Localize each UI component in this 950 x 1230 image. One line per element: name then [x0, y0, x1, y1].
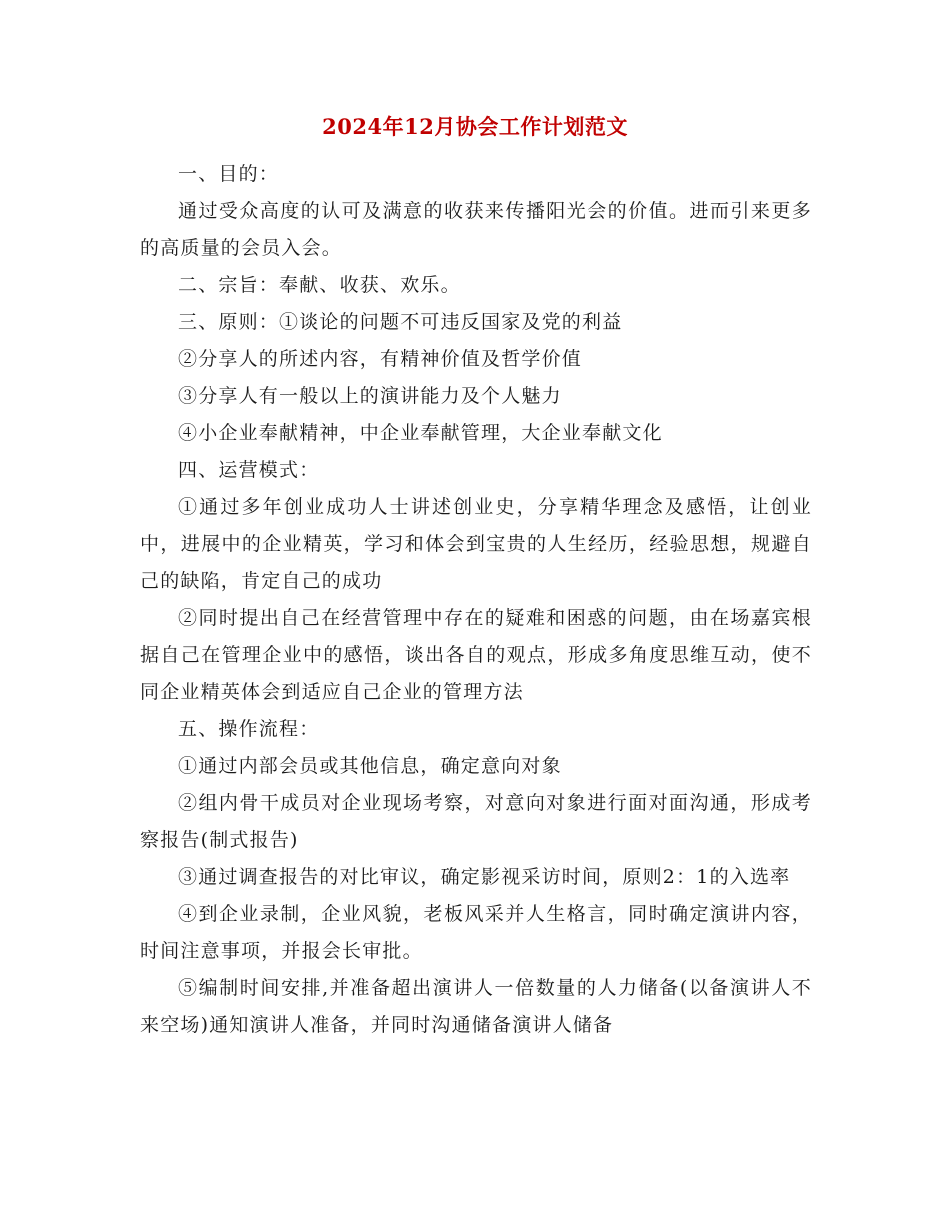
document-body: [140, 156, 812, 1044]
paragraph-operation-2: ②同时提出自己在经营管理中存在的疑难和困惑的问题，由在场嘉宾根据自己在管理企业中的感悟，谈出各自的观点，形成多角度思维互动，使不同企业精英体会到适应自己企业的管理方法: [140, 607, 812, 703]
paragraph-principle-1: 三、原则：①谈论的问题不可违反国家及党的利益: [178, 311, 623, 333]
paragraph-process-1: ①通过内部会员或其他信息，确定意向对象: [178, 755, 562, 777]
paragraph-principle-2: ②分享人的所述内容，有精神价值及哲学价值: [178, 348, 583, 370]
paragraph-principle-4: ④小企业奉献精神，中企业奉献管理，大企业奉献文化: [178, 422, 663, 444]
paragraph-process-4: ④到企业录制，企业风貌，老板风采并人生格言，同时确定演讲内容，时间注意事项，并报会长审批。: [140, 903, 812, 962]
paragraph-purpose-heading: 一、目的：: [178, 163, 280, 185]
paragraph-principle-3: ③分享人有一般以上的演讲能力及个人魅力: [178, 385, 562, 407]
paragraph-operation-1: ①通过多年创业成功人士讲述创业史，分享精华理念及感悟，让创业中，进展中的企业精英，学习和体会到宝贵的人生经历，经验思想，规避自己的缺陷，肯定自己的成功: [140, 496, 812, 592]
paragraph-process-2: ②组内骨干成员对企业现场考察，对意向对象进行面对面沟通，形成考察报告(制式报告): [140, 792, 812, 851]
paragraph-process-3: ③通过调查报告的对比审议，确定影视采访时间，原则2：1的入选率: [178, 866, 791, 888]
paragraph-operation-heading: 四、运营模式：: [178, 459, 320, 481]
paragraph-tenet: 二、宗旨：奉献、收获、欢乐。: [178, 274, 461, 296]
paragraph-process-5: ⑤编制时间安排,并准备超出演讲人一倍数量的人力储备(以备演讲人不来空场)通知演讲人准备，并同时沟通储备演讲人储备: [140, 977, 812, 1036]
paragraph-purpose-text: 通过受众高度的认可及满意的收获来传播阳光会的价值。进而引来更多的高质量的会员入会。: [140, 200, 812, 259]
paragraph-process-heading: 五、操作流程：: [178, 718, 320, 740]
document-title: 2024年12月协会工作计划范文: [322, 114, 628, 139]
